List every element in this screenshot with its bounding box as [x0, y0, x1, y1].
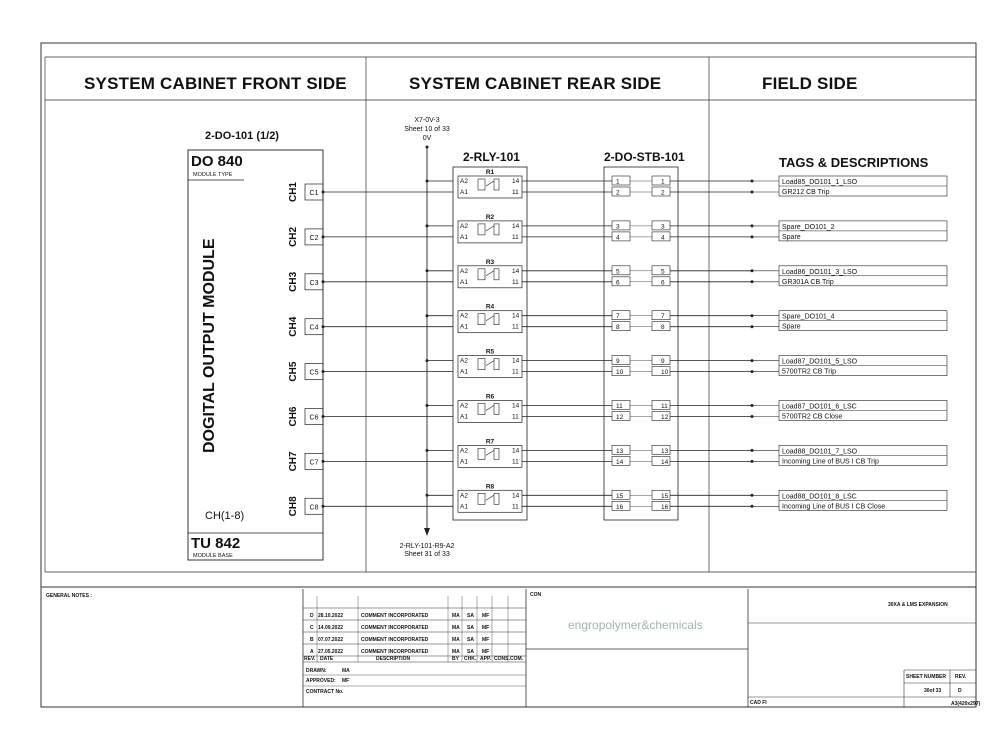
relay-coil-1	[478, 179, 485, 190]
channel-terminal-3: C3	[309, 279, 319, 287]
tb-num-right-lower-8: 16	[661, 503, 669, 511]
supply-junction-6	[426, 404, 429, 407]
tb-num-right-lower-7: 14	[661, 458, 669, 466]
relay-pin-a2-1: A2	[460, 178, 468, 185]
rev-chk-0: SA	[467, 613, 474, 619]
tag-name-7: Load88_DO101_7_LSO	[782, 448, 858, 456]
relay-pin-11-6: 11	[512, 413, 519, 421]
supply-junction-5	[426, 359, 429, 362]
tag-desc-4: Spare	[782, 323, 801, 331]
tb-left-upper-2	[612, 221, 630, 230]
rear-side-header: SYSTEM CABINET REAR SIDE	[409, 74, 662, 93]
supply-junction-2	[426, 224, 429, 227]
rev-chk-2: SA	[467, 637, 474, 643]
desc-col-header: DESCRIPTION	[376, 656, 411, 662]
relay-coil-6	[478, 404, 485, 415]
relay-pin-11-1: 11	[512, 189, 519, 196]
relay-pin-11-2: 11	[512, 233, 519, 241]
project-title: 30XA & LMS EXPANSION	[888, 602, 948, 608]
rev-desc-0: COMMENT INCORPORATED	[361, 613, 429, 619]
tag-name-6: Load87_DO101_6_LSC	[782, 403, 857, 411]
tb-num-right-upper-8: 15	[661, 492, 669, 500]
relay-pin-a2-8: A2	[460, 492, 468, 500]
channel-label-ch5: CH5	[288, 361, 299, 382]
rev-by-1: MA	[452, 625, 460, 631]
relay-pin-14-6: 14	[512, 402, 520, 410]
tb-num-left-upper-1: 1	[616, 178, 620, 186]
relay-pin-a1-5: A1	[460, 368, 468, 376]
relay-pin-a2-4: A2	[460, 312, 468, 320]
con-label: CON	[530, 592, 542, 598]
relay-coil-3	[478, 269, 485, 280]
rev-date-1: 14.09.2022	[318, 625, 344, 631]
module-type-name: DO 840	[191, 153, 243, 170]
channel-terminal-1: C1	[309, 190, 319, 197]
tb-num-left-lower-7: 14	[616, 458, 624, 466]
tag-desc-2: Spare	[782, 233, 801, 241]
relay-pin-14-2: 14	[512, 222, 520, 230]
module-type-label: MODULE TYPE	[193, 172, 233, 178]
relay-coil-8	[478, 493, 485, 504]
channel-terminal-4: C4	[309, 324, 319, 332]
tb-num-left-lower-5: 10	[616, 369, 624, 377]
supply-junction-8	[426, 494, 429, 497]
module-base-label: MODULE BASE	[193, 553, 233, 559]
tb-left-upper-3	[612, 266, 630, 275]
terminal-block-label: 2-DO-STB-101	[604, 150, 685, 164]
channel-label-ch8: CH8	[288, 496, 299, 517]
supply-junction-1	[426, 180, 429, 183]
approved-label: APPROVED:	[306, 678, 336, 684]
channel-terminal-6: C6	[309, 414, 319, 422]
tb-left-upper-1	[612, 176, 630, 185]
module-output-dot-7	[322, 460, 325, 463]
module-output-dot-8	[322, 505, 325, 508]
relay-pin-11-5: 11	[512, 368, 519, 376]
supply-arrow	[424, 528, 430, 536]
paper-size: A3(420x297)	[951, 701, 981, 707]
general-notes-label: GENERAL NOTES :	[46, 593, 93, 599]
relay-contact-5	[486, 361, 494, 366]
supply-junction-3	[426, 269, 429, 272]
tb-num-right-lower-6: 12	[661, 414, 669, 421]
relay-label-r2: R2	[485, 213, 495, 221]
tag-name-8: Load88_DO101_8_LSC	[782, 493, 857, 501]
tb-left-lower-2	[612, 232, 630, 241]
relay-pin-11-4: 11	[512, 323, 519, 331]
tb-num-left-upper-7: 13	[616, 447, 624, 455]
relay-pin-14-3: 14	[512, 267, 520, 275]
tag-name-4: Spare_DO101_4	[782, 313, 835, 321]
rev-code-3: A	[310, 649, 314, 655]
cons-col-header: CONS.	[494, 656, 510, 662]
tb-num-right-upper-2: 3	[661, 223, 665, 231]
relay-pin-11-8: 11	[512, 503, 519, 511]
by-col-header: BY	[452, 656, 459, 662]
date-col-header: DATE	[320, 656, 334, 662]
supply-junction-4	[426, 314, 429, 317]
rev-date-0: 28.10.2022	[318, 613, 344, 619]
supply-voltage: 0V	[422, 135, 432, 142]
rev-desc-2: COMMENT INCORPORATED	[361, 637, 429, 643]
relay-pin-a2-6: A2	[460, 402, 468, 410]
terminal-block-box	[604, 167, 678, 520]
channel-terminal-7: C7	[309, 459, 319, 467]
relay-label-r1: R1	[485, 169, 495, 176]
supply-bottom-sheet: Sheet 31 of 33	[404, 551, 450, 558]
relay-pin-14-5: 14	[512, 357, 520, 365]
relay-contact-box-2	[494, 224, 499, 235]
relay-pin-14-1: 14	[512, 178, 520, 185]
tb-num-right-upper-5: 9	[661, 358, 665, 366]
module-output-dot-2	[322, 235, 325, 238]
relay-contact-7	[486, 450, 494, 455]
rev-date-2: 07.07.2022	[318, 637, 344, 643]
tag-name-2: Spare_DO101_2	[782, 223, 835, 231]
tb-num-left-upper-4: 7	[616, 313, 620, 321]
module-base-name: TU 842	[191, 535, 241, 552]
tb-num-right-upper-4: 7	[661, 313, 665, 321]
tb-num-left-upper-8: 15	[616, 492, 624, 500]
module-output-dot-4	[322, 325, 325, 328]
rev-app-3: MF	[482, 649, 490, 655]
supply-sheet: Sheet 10 of 33	[404, 126, 450, 133]
relay-pin-a1-6: A1	[460, 413, 468, 421]
relay-pin-14-7: 14	[512, 447, 520, 455]
tb-num-right-lower-4: 8	[661, 324, 665, 332]
relay-label-r4: R4	[485, 303, 495, 311]
module-output-dot-6	[322, 415, 325, 418]
relay-contact-box-4	[494, 314, 499, 325]
relay-coil-5	[478, 359, 485, 370]
tb-num-right-lower-5: 10	[661, 369, 669, 377]
tb-left-lower-3	[612, 277, 630, 286]
relay-pin-a2-3: A2	[460, 267, 468, 275]
rev-by-0: MA	[452, 613, 460, 619]
tb-num-right-upper-6: 11	[661, 403, 668, 410]
tag-desc-5: 5700TR2 CB Trip	[782, 368, 837, 376]
tag-desc-7: Incoming Line of BUS I CB Trip	[782, 458, 879, 466]
rev-date-3: 27.05.2022	[318, 649, 344, 655]
watermark-logo: engropolymer&chemicals	[568, 618, 703, 632]
tag-name-1: Load85_DO101_1_LSO	[782, 179, 858, 186]
relay-pin-a1-7: A1	[460, 458, 468, 466]
relay-pin-a1-2: A1	[460, 233, 468, 241]
approved-value: MF	[342, 678, 350, 684]
tb-num-right-lower-1: 2	[661, 189, 665, 197]
relay-contact-8	[486, 495, 494, 500]
channel-label-ch1: CH1	[288, 181, 299, 203]
rev-chk-3: SA	[467, 649, 474, 655]
relay-contact-box-8	[494, 493, 499, 504]
rev-value: D	[958, 688, 962, 694]
relay-pin-a1-4: A1	[460, 323, 468, 331]
field-side-header: FIELD SIDE	[762, 74, 858, 93]
rev-code-2: B	[310, 637, 314, 643]
module-vertical-title: DOGITAL OUTPUT MODULE	[201, 238, 218, 453]
relay-label-r7: R7	[485, 438, 495, 446]
contract-label: CONTRACT No.	[306, 689, 344, 695]
rev-code-1: C	[310, 625, 314, 631]
tb-num-left-upper-6: 11	[616, 403, 623, 410]
relay-pin-a1-1: A1	[460, 189, 468, 196]
tb-num-right-lower-2: 4	[661, 234, 665, 242]
tb-left-lower-4	[612, 322, 630, 331]
tb-num-left-upper-3: 5	[616, 268, 620, 276]
channel-label-ch3: CH3	[288, 271, 299, 292]
module-output-dot-1	[322, 191, 325, 194]
tb-num-left-upper-5: 9	[616, 358, 620, 366]
tag-desc-8: Incoming Line of BUS I CB Close	[782, 503, 886, 511]
relay-pin-a2-5: A2	[460, 357, 468, 365]
relay-block-label: 2-RLY-101	[463, 150, 520, 164]
drawn-label: DRAWN:	[306, 668, 327, 674]
rev-label: REV.	[955, 674, 967, 680]
supply-ref: X7-0V-3	[414, 117, 440, 124]
relay-pin-11-7: 11	[512, 458, 519, 466]
tb-num-left-lower-8: 16	[616, 503, 624, 511]
tb-left-lower-1	[612, 187, 630, 196]
tb-num-left-upper-2: 3	[616, 223, 620, 231]
relay-contact-4	[486, 316, 494, 321]
rev-by-2: MA	[452, 637, 460, 643]
rev-app-0: MF	[482, 613, 490, 619]
front-side-header: SYSTEM CABINET FRONT SIDE	[84, 74, 347, 93]
tb-num-right-upper-1: 1	[661, 178, 665, 186]
relay-label-r3: R3	[485, 258, 495, 266]
tag-desc-6: 5700TR2 CB Close	[782, 413, 843, 421]
module-ref: 2-DO-101 (1/2)	[205, 130, 279, 142]
module-output-dot-3	[322, 280, 325, 283]
channel-terminal-2: C2	[309, 234, 319, 242]
supply-junction-7	[426, 449, 429, 452]
channel-terminal-5: C5	[309, 369, 319, 377]
relay-label-r6: R6	[485, 393, 495, 401]
tag-desc-1: GR212 CB Trip	[782, 189, 830, 196]
relay-pin-a1-3: A1	[460, 278, 468, 286]
relay-coil-2	[478, 224, 485, 235]
channel-label-ch4: CH4	[288, 316, 299, 337]
relay-pin-a2-2: A2	[460, 222, 468, 230]
tag-desc-3: GR301A CB Trip	[782, 278, 834, 286]
com-col-header: COM.	[510, 656, 524, 662]
rev-desc-3: COMMENT INCORPORATED	[361, 649, 429, 655]
tb-left-upper-4	[612, 311, 630, 320]
relay-pin-a2-7: A2	[460, 447, 468, 455]
relay-pin-a1-8: A1	[460, 503, 468, 511]
supply-bottom-ref: 2-RLY-101-R9-A2	[399, 543, 455, 550]
channel-range: CH(1-8)	[205, 510, 245, 522]
channel-label-ch7: CH7	[288, 451, 299, 472]
app-col-header: APP.	[480, 656, 492, 662]
relay-contact-box-6	[494, 404, 499, 415]
relay-contact-box-5	[494, 359, 499, 370]
cad-label: CAD FI	[750, 700, 767, 706]
channel-label-ch2: CH2	[288, 226, 299, 247]
relay-label-r8: R8	[485, 483, 495, 491]
relay-contact-2	[486, 226, 494, 231]
sheet-number-label: SHEET NUMBER	[906, 674, 947, 680]
relay-contact-3	[486, 271, 494, 276]
tag-name-3: Load86_DO101_3_LSO	[782, 268, 858, 276]
rev-app-2: MF	[482, 637, 490, 643]
relay-label-r5: R5	[485, 348, 495, 356]
rev-chk-1: SA	[467, 625, 474, 631]
relay-contact-box-1	[494, 179, 499, 190]
relay-pin-14-8: 14	[512, 492, 520, 500]
rev-app-1: MF	[482, 625, 490, 631]
tb-num-left-lower-3: 6	[616, 279, 620, 287]
module-output-dot-5	[322, 370, 325, 373]
rev-col-header: REV.	[304, 656, 316, 662]
chk-col-header: CHK.	[464, 656, 477, 662]
relay-contact-box-7	[494, 448, 499, 459]
tb-num-left-lower-2: 4	[616, 234, 620, 242]
tb-num-right-upper-7: 13	[661, 447, 669, 455]
supply-top-dot	[426, 146, 429, 149]
rev-desc-1: COMMENT INCORPORATED	[361, 625, 429, 631]
tb-num-left-lower-6: 12	[616, 414, 624, 421]
relay-coil-4	[478, 314, 485, 325]
tag-name-5: Load87_DO101_5_LSO	[782, 358, 858, 366]
relay-pin-14-4: 14	[512, 312, 520, 320]
tb-num-left-lower-4: 8	[616, 324, 620, 332]
rev-code-0: D	[310, 613, 314, 619]
relay-contact-6	[486, 406, 494, 411]
channel-label-ch6: CH6	[288, 406, 299, 427]
channel-terminal-8: C8	[309, 504, 319, 512]
sheet-number: 30of 33	[924, 688, 942, 694]
relay-contact-box-3	[494, 269, 499, 280]
tb-left-upper-5	[612, 356, 630, 365]
relay-contact-1	[486, 181, 494, 186]
relay-coil-7	[478, 448, 485, 459]
tb-num-right-upper-3: 5	[661, 268, 665, 276]
drawn-value: MA	[342, 668, 350, 674]
tags-header: TAGS & DESCRIPTIONS	[779, 155, 929, 170]
tb-num-right-lower-3: 6	[661, 279, 665, 287]
relay-pin-11-3: 11	[512, 278, 519, 286]
tb-num-left-lower-1: 2	[616, 189, 620, 197]
rev-by-3: MA	[452, 649, 460, 655]
